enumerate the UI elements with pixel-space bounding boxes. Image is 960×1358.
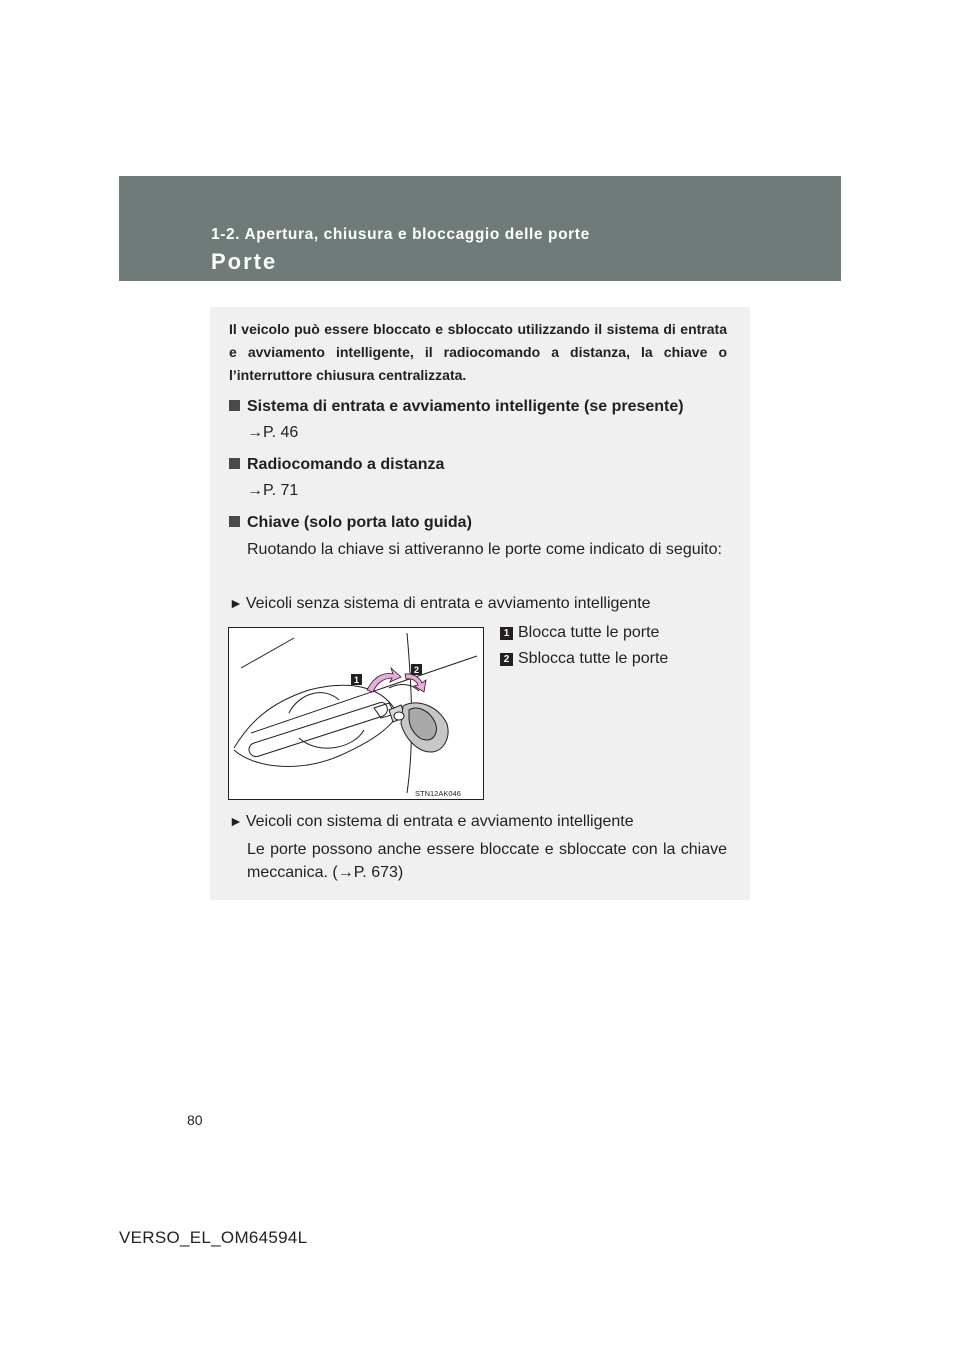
square-bullet-icon: [229, 458, 240, 469]
section-header: [119, 176, 841, 281]
door-handle-illustration: [229, 628, 483, 799]
heading-remote: Radiocomando a distanza: [229, 456, 444, 474]
square-bullet-icon: [229, 400, 240, 411]
case-without-smart-entry: ► Veicoli senza sistema di entrata e avviamento intelligente: [229, 595, 651, 612]
reference-link[interactable]: →P. 46: [247, 424, 299, 441]
callout-number: 2: [500, 653, 513, 666]
key-description: Ruotando la chiave si attiveranno le porte come indicato di seguito:: [247, 541, 722, 558]
figure-label-2: 2: [413, 665, 420, 675]
callout-lock: 1 Blocca tutte le porte: [500, 624, 659, 642]
reference-link[interactable]: →P. 71: [247, 482, 299, 499]
square-bullet-icon: [229, 516, 240, 527]
callout-number: 1: [500, 627, 513, 640]
case-with-smart-entry: ► Veicoli con sistema di entrata e avviamento intelligente: [229, 813, 634, 830]
triangle-bullet-icon: ►: [229, 595, 243, 611]
figure-label-1: 1: [353, 675, 360, 685]
callout-unlock: 2 Sblocca tutte le porte: [500, 650, 668, 668]
document-code: VERSO_EL_OM64594L: [119, 1228, 308, 1247]
page-number: 80: [187, 1112, 203, 1128]
figure-code: STN12AK046: [415, 789, 461, 798]
section-title: 1-2. Apertura, chiusura e bloccaggio delle porte: [211, 226, 590, 243]
heading-smart-entry: Sistema di entrata e avviamento intelligente (se presente): [229, 398, 684, 416]
intro-paragraph: Il veicolo può essere bloccato e sbloccato utilizzando il sistema di entrata e avviamento intelligente, il radiocomando a distanza, la chiave o l’interruttore chiusura centralizzata.: [229, 321, 727, 383]
triangle-bullet-icon: ►: [229, 813, 243, 829]
mechanical-key-text: Le porte possono anche essere bloccate e sbloccate con la chiave meccanica. (→P. 673): [247, 841, 727, 881]
door-handle-key-figure: [228, 627, 484, 800]
page-title: Porte: [211, 249, 278, 274]
heading-key: Chiave (solo porta lato guida): [229, 514, 472, 532]
